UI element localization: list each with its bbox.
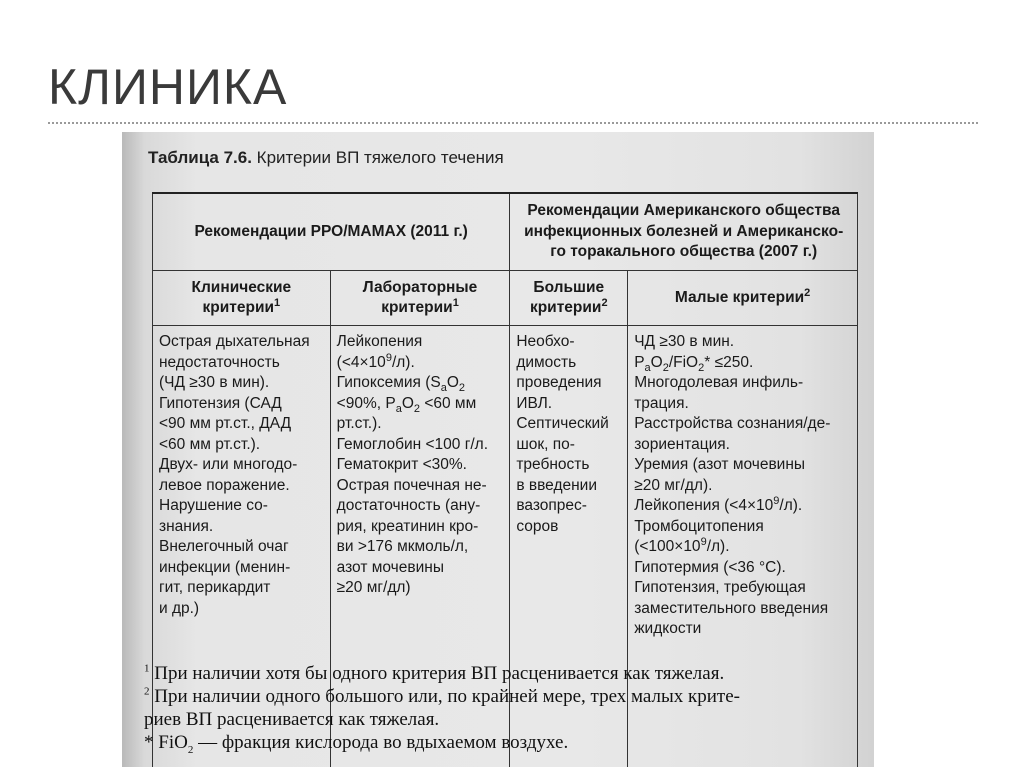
header-rro: Рекомендации РРО/МАМАХ (2011 г.) — [153, 193, 510, 271]
cell-major: Необхо- димость проведения ИВЛ. Септический шок, по- требность в введении вазопрес- соров — [510, 326, 628, 767]
header-major: Большие критерии$^2$ — [510, 271, 628, 326]
header-ats: Рекомендации Американского общества инфекционных болезней и Американско- го торакального общества (2007 г.) — [510, 193, 858, 271]
header-minor: Малые критерии$^2$ — [628, 271, 858, 326]
slide-title: КЛИНИКА — [48, 59, 288, 115]
footnotes — [144, 662, 740, 754]
footnote-2: $^2$ При наличии одного большого или, по крайней мере, трех малых крите- — [144, 685, 740, 707]
header-clinical: Клинические критерии$^1$ — [153, 271, 331, 326]
caption-label: Таблица 7.6. — [148, 148, 252, 167]
cell-clinical: Острая дыхательная недостаточность (ЧД ≥30 в мин). Гипотензия (САД <90 мм рт.ст., ДАД <60 мм рт.ст.). Двух- или многодо- левое поражение. Нарушение со- знания. Внелегочный очаг инфекции (менин- гит, перикардит и др.) — [153, 326, 331, 767]
header-lab: Лабораторные критерии$^1$ — [330, 271, 510, 326]
footnote-asterisk: * FiO$_2$ — фракция кислорода во вдыхаемом воздухе. — [144, 732, 569, 756]
table-caption — [148, 148, 504, 168]
cell-minor: ЧД ≥30 в мин. $P_aO_2/FiO_2* \le 250$. Многодолевая инфиль- трация. Расстройства сознания/де- зориентация. Уремия (азот мочевины ≥20 мг/дл). Лейкопения $(<4\times 10^9/л)$. Тромбоцитопения $(<100\times 10^9/л)$. Гипотермия (<36 °С). Гипотензия, требующая заместительного введения жидкости — [628, 326, 858, 767]
caption-text: Критерии ВП тяжелого течения — [256, 148, 504, 167]
scanned-page — [122, 132, 874, 767]
cell-lab: Лейкопения $(<4\times 10^9/л)$. Гипоксемия ($S_aO_2$ <90%, $P_aO_2 <60$ мм рт.ст.). Гемоглобин <100 г/л. Гематокрит <30%. Острая почечная не- достаточность (ану- рия, креатинин кро- ви >176 мкмоль/л, азот мочевины ≥20 мг/дл) — [330, 326, 510, 767]
footnote-2-cont: риев ВП расценивается как тяжелая. — [144, 709, 440, 730]
title-divider — [48, 122, 978, 124]
footnote-1: $^1$ При наличии хотя бы одного критерия ВП расценивается как тяжелая. — [144, 662, 725, 684]
